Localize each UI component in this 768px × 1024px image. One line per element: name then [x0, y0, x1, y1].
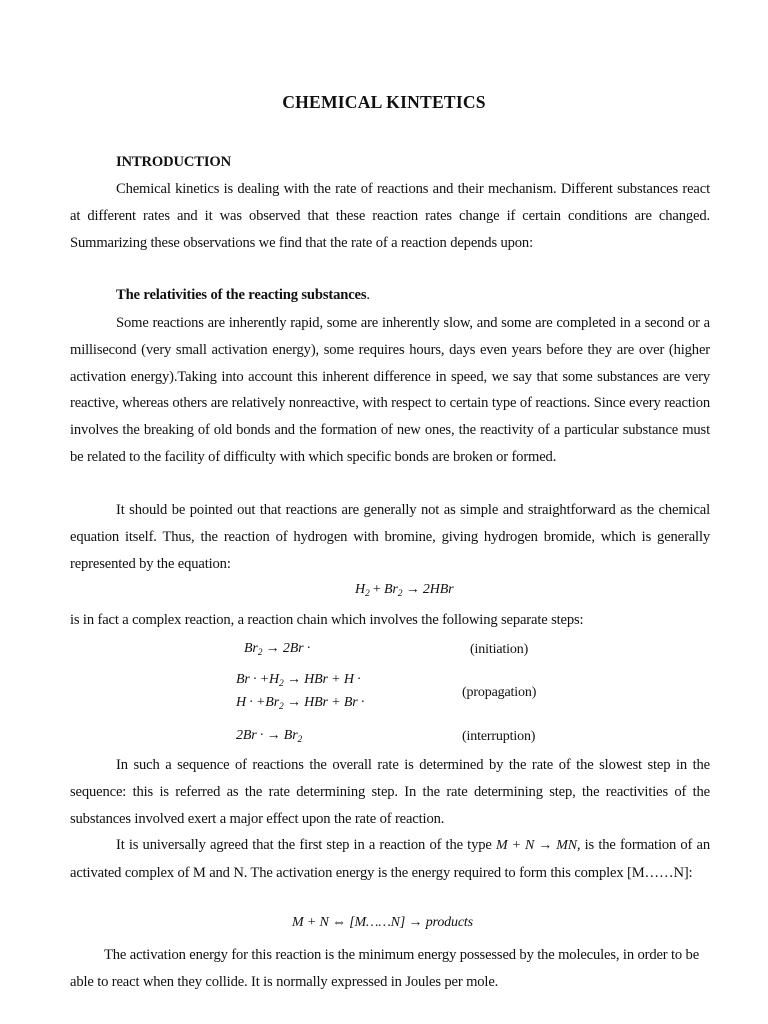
- introduction-heading: INTRODUCTION: [116, 154, 231, 170]
- eq-br-sub: 2: [397, 589, 403, 599]
- eq-br: Br: [384, 582, 398, 597]
- activation-energy-paragraph: The activation energy for this reaction is the minimum energy possessed by the molecules, in order to be able to react when they collide. It is normally expressed in Joules per mole.: [70, 947, 700, 990]
- prop1-sub: 2: [279, 679, 284, 689]
- prop2-a: H · +Br: [236, 695, 280, 710]
- eq-plus: +: [369, 582, 385, 597]
- prop2-sub: 2: [279, 702, 284, 712]
- eq-arrow: →: [402, 582, 423, 597]
- complex-equation: M + N ⇔ [M……N] → products: [292, 915, 473, 930]
- interruption-equation: [236, 728, 302, 745]
- page-title: CHEMICAL KINTETICS: [282, 92, 486, 112]
- activated-complex-paragraph: [70, 832, 710, 887]
- initiation-equation: [244, 641, 310, 658]
- init-sub: 2: [257, 648, 263, 658]
- eq-h-sub: 2: [364, 589, 370, 599]
- propagation-equation-2: [236, 695, 364, 712]
- prop1-rest: → HBr + H ·: [283, 672, 361, 687]
- chain-intro: is in fact a complex reaction, a reaction chain which involves the following separate steps:: [70, 612, 584, 628]
- reactivity-paragraph: Some reactions are inherently rapid, some are inherently slow, and some are completed in a second or a millisecond (very small activation energy), some requires hours, days even years before they are over (higher activation energy).Taking into account this inherent difference in speed, we say that some substances are very reactive, whereas others are relatively nonreactive, with respect to certain type of reactions. Since every reaction involves the breaking of old bonds and the formation of new ones, the reactivity of a particular substance must be related to the facility of difficulty with which specific bonds are broken or formed.: [70, 315, 710, 465]
- subheading-text: The relativities of the reacting substances: [116, 287, 367, 303]
- para5-before: It is universally agreed that the first step in a reaction of the type: [116, 837, 496, 853]
- para5-after: , is the formation of an activated complex of M and N. The activation energy is the energy required to form this complex [M……N]:: [70, 837, 710, 881]
- interruption-label: (interruption): [462, 729, 536, 744]
- subheading: [116, 287, 370, 304]
- rate-determining-paragraph: In such a sequence of reactions the overall rate is determined by the rate of the slowest step in the sequence: this is referred as the rate determining step. In the rate determining step, the reactivities of the substances involved exert a major effect upon the rate of reaction.: [70, 757, 710, 827]
- eq-product: 2HBr: [422, 582, 454, 597]
- prop2-rest: → HBr + Br ·: [283, 695, 365, 710]
- chain-paragraph: It should be pointed out that reactions are generally not as simple and straightforward as the chemical equation itself. Thus, the reaction of hydrogen with bromine, giving hydrogen bromide, which is generally represented by the equation:: [70, 502, 710, 572]
- interr-sub: 2: [297, 735, 303, 745]
- intro-paragraph: Chemical kinetics is dealing with the rate of reactions and their mechanism. Different substances react at different rates and it was observed that these reaction rates change if certain conditions are changed. Summarizing these observations we find that the rate of a reaction depends upon:: [70, 181, 710, 251]
- subheading-period: .: [366, 287, 370, 303]
- propagation-label: (propagation): [462, 685, 537, 700]
- hbr-equation: [355, 582, 453, 599]
- init-rest: → 2Br ·: [262, 641, 311, 656]
- initiation-label: (initiation): [470, 642, 529, 657]
- interr-a: 2Br · → Br: [236, 728, 298, 743]
- init-a: Br: [244, 641, 258, 656]
- eq-h: H: [355, 582, 365, 597]
- prop1-a: Br · +H: [236, 672, 280, 687]
- propagation-equation-1: [236, 672, 361, 689]
- para5-equation: M + N → MN: [495, 838, 577, 853]
